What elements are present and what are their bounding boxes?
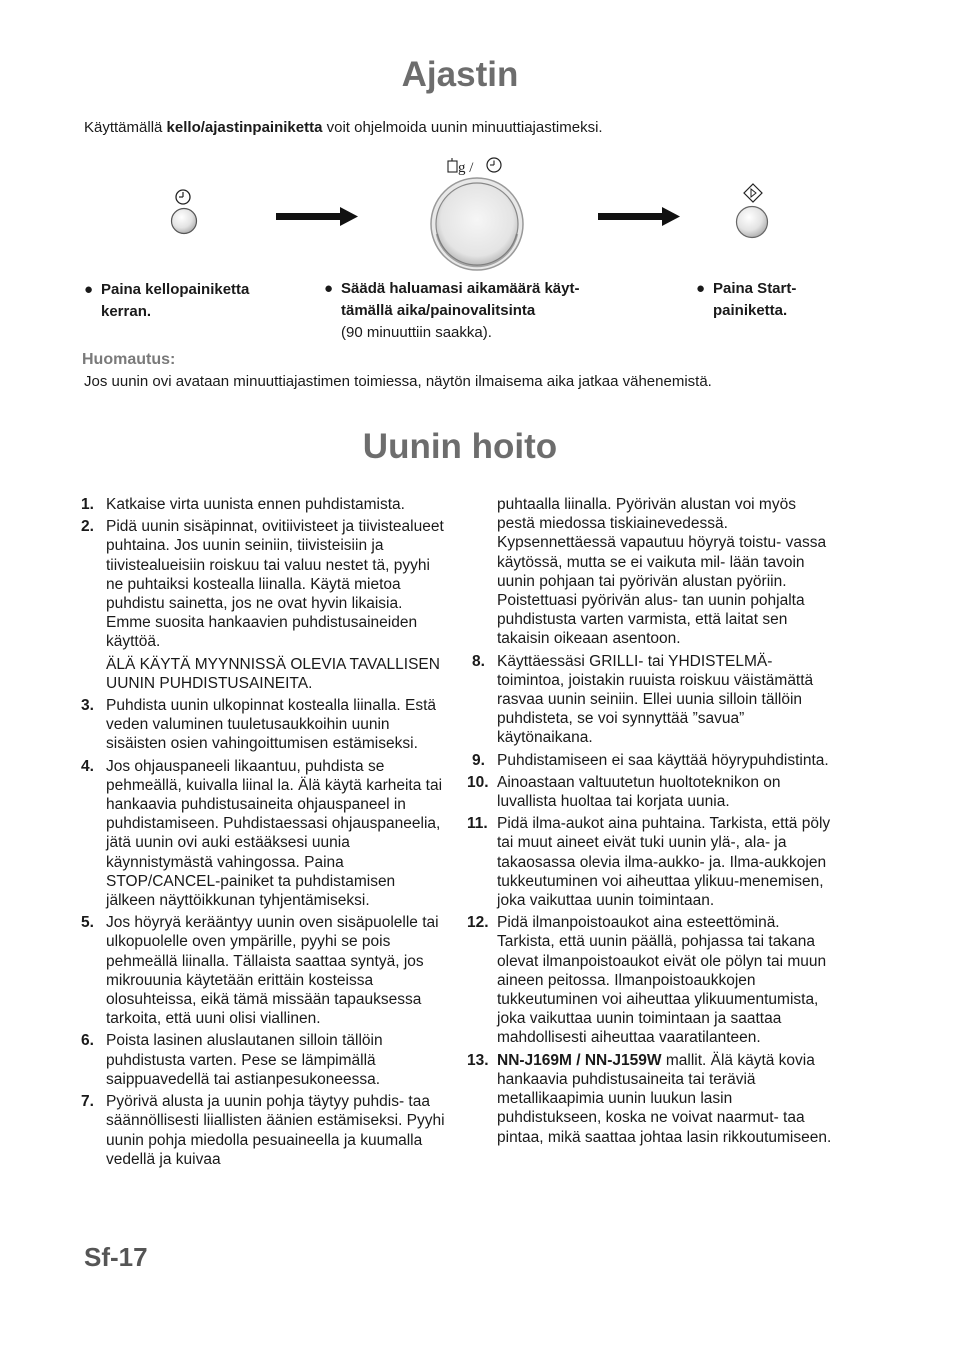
- list-item: 2. Pidä uunin sisäpinnat, ovitiivisteet ja tiivistealueet puhtaina. Jos uunin seiniin, tiivisteisiin ja tiivistealueisiin roiskuu tai valuu nestet tä, pyyhi ne puhtaiksi kostealla liinalla. Käytä mietoa puhdistu sainetta, jos ne ovat hyvin likaisia. Emme suosita hankaavien puhdistusaineiden käyttöä. ÄLÄ KÄYTÄ MYYNNISSÄ OLEVIA TAVALLISEN UUNIN PUHDISTUSAINEITA.: [81, 518, 444, 692]
- timer-illustration: [0, 0, 954, 300]
- clock-icon: [176, 190, 190, 204]
- list-item: 10. Ainoastaan valtuutetun huoltoteknikon on luvallista huoltaa tai korjata uunia.: [467, 773, 781, 811]
- list-item: 6. Poista lasinen aluslautanen silloin tällöin puhdistusta varten. Pese se lämpimällä saippuavedellä tai astianpesukoneessa.: [81, 1032, 383, 1088]
- arrow-right-icon: [276, 207, 358, 226]
- dial-label: g /: [458, 160, 474, 176]
- list-item: 1. Katkaise virta uunista ennen puhdistamista.: [81, 496, 405, 513]
- clock-button[interactable]: [172, 209, 197, 234]
- list-item: 12. Pidä ilmanpoistoaukot aina esteettöminä. Tarkista, että uunin päällä, pohjassa tai takana olevat ilmanpoistoaukot eivät ole pölyn tai muun aineen peitossa. Ilmanpoistoaukkojen tukkeutuminen voi aiheuttaa ylikuumentumista, joka vaikuttaa uunin toimintaan ja saattaa mahdollisesti aiheuttaa vaaratilanteen.: [467, 914, 827, 1047]
- page-number: Sf-17: [84, 1242, 148, 1272]
- clock-timer-button-term: kello/ajastinpainiketta: [166, 119, 323, 136]
- start-icon: [744, 184, 762, 202]
- step-3: ● Paina Start- painiketta.: [696, 280, 797, 319]
- step-2: ● Säädä haluamasi aikamäärä käyt- tämällä aika/painovalitsinta (90 minuuttiin saakka).: [324, 280, 580, 341]
- list-item: 9. Puhdistamiseen ei saa käyttää höyrypuhdistinta.: [472, 751, 829, 769]
- time-weight-dial[interactable]: [431, 178, 523, 270]
- list-item: 7. Pyörivä alusta ja uunin pohja täytyy puhdis- taa säännöllisesti liiallisten äänien estämiseksi. Pyyhi uunin pohja miedolla pesuaineella ja kuumalla vedellä ja kuivaa: [81, 1093, 445, 1168]
- list-item: 5. Jos höyryä kerääntyy uunin oven sisäpuolelle tai ulkopuolelle oven ympärille, pyyhi se pois pehmeällä liinalla. Tällaista saattaa syntyä, jos mikrouunia käytetään erittäin kosteissa olosuhteissa, eikä tämä missään tapauksessa tarkoita, että uuni olisi viallinen.: [81, 914, 439, 1028]
- start-button[interactable]: [737, 207, 768, 238]
- list-item: 8. Käyttäessäsi GRILLI- tai YHDISTELMÄ- toimintoa, joistakin ruuista roiskuu väistämättä rasvaa uunin seiniin. Ellei uunia silloin tällöin puhdisteta, se voi synnyttää ”savua” käytönaikana.: [472, 652, 814, 747]
- list-item: 11. Pidä ilma-aukot aina puhtaina. Tarkista, että pöly tai muut aineet eivät tuki uunin ylä-, ala- ja takaosassa olevia ilma-aukko- ja. Ilma-aukkojen tukkeutuminen voi aiheuttaa ylikuu-menemisen, joka vaikuttaa uunin toimintaan.: [467, 815, 831, 910]
- care-column-right: [467, 495, 834, 1150]
- list-item: 4. Jos ohjauspaneeli likaantuu, puhdista se pehmeällä, kuivalla liinal la. Älä käytä karheita tai hankaavia puhdistusaineita ohjauspaneel in puhdistamiseen. Puhdistaessasi ohjauspaneelia, jätä uunin ovi auki estääksesi uunia käynnistymästä vahingossa. Paina STOP/CANCEL-painiket ta puhdistamisen jälkeen näyttöikkunan tyhjentämiseksi.: [81, 757, 443, 910]
- note-text: Jos uunin ovi avataan minuuttiajastimen toimiessa, näytön ilmaisema aika jatkaa vähenemistä.: [84, 373, 712, 390]
- step-1: ● Paina kellopainiketta kerran.: [84, 281, 250, 320]
- care-column-left: [81, 495, 446, 1172]
- list-item: 3. Puhdista uunin ulkopinnat kostealla liinalla. Estä veden valuminen tuuletusaukkoihin uunin sisäisten osien vahingoittumisen estämiseksi.: [81, 697, 437, 753]
- list-item: 13. NN-J169M / NN-J159W mallit. Älä käytä kovia hankaavia puhdistusaineita tai teräviä metallikaapimia uunin luukun lasin puhdistukseen, koska ne voivat naarmut- taa pintaa, mikä saattaa johtaa lasin rikkoutumiseen.: [467, 1051, 832, 1146]
- list-item-continued: puhtaalla liinalla. Pyörivän alustan voi myös pestä miedossa tiskiainevedessä. Kypsennettäessä vapautuu höyryä toistu- vassa käytössä, mutta se ei vaikuta mil- lään tavoin uunin pohjaan tai pyörivän alustan pyöriin. Poistettuasi pyörivän alus- tan uunin pohjalta puhdistusta varten varmista, että laitat sen takaisin oikeaan asentoon.: [497, 496, 827, 648]
- model-names: NN-J169M / NN-J159W: [497, 1051, 662, 1069]
- clock-icon: [487, 158, 501, 172]
- weight-icon: [448, 158, 457, 172]
- timer-intro: Käyttämällä kello/ajastinpainiketta voit ohjelmoida uunin minuuttiajastimeksi.: [84, 119, 603, 136]
- page-title-timer: Ajastin: [401, 55, 519, 94]
- arrow-right-icon: [598, 207, 680, 226]
- note-heading: Huomautus:: [82, 351, 176, 368]
- page-title-care: Uunin hoito: [362, 427, 558, 466]
